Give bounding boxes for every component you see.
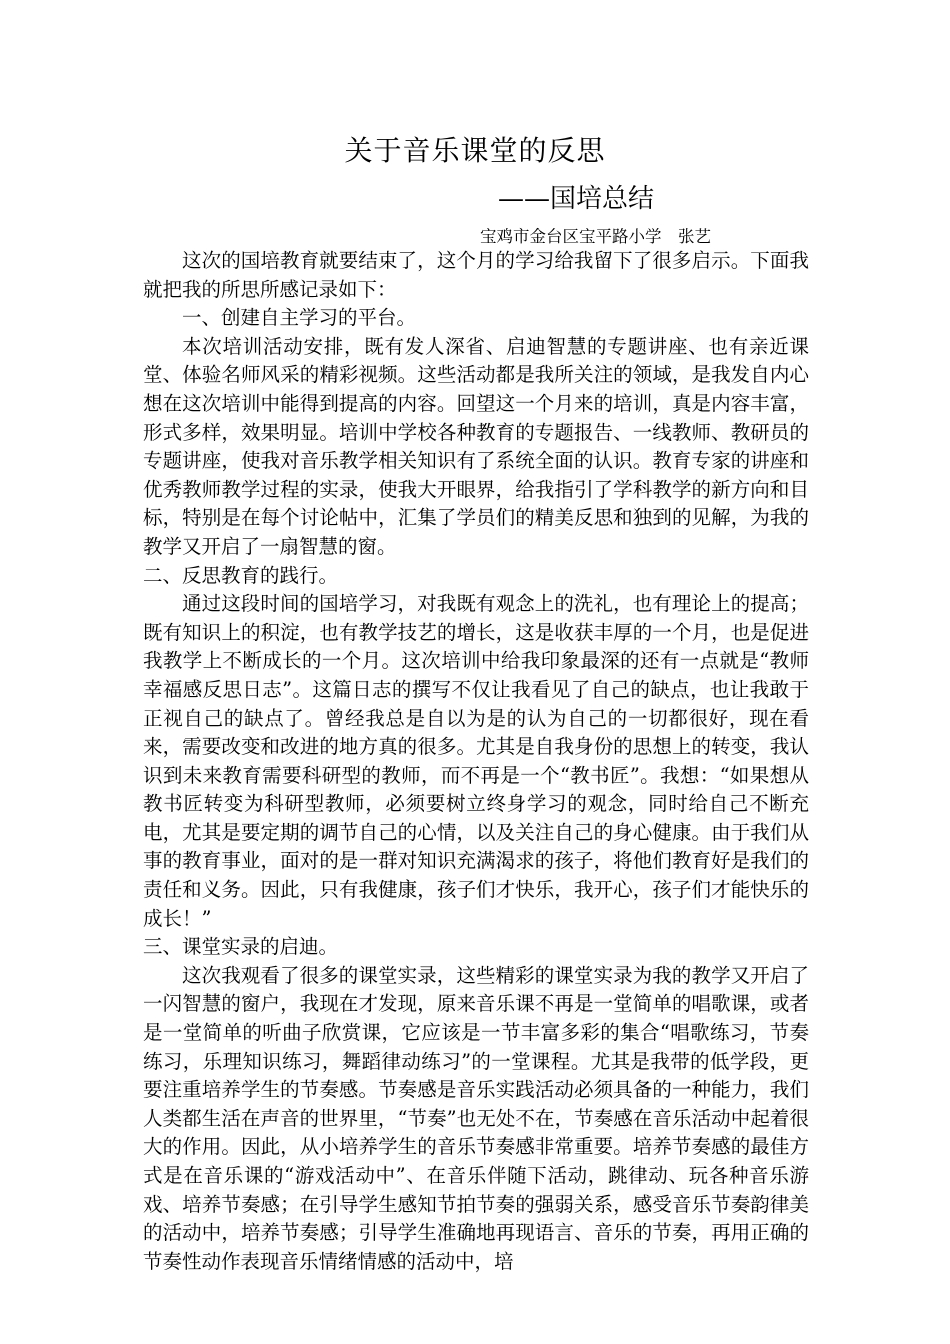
section-heading-2: 二、反思教育的践行。 — [143, 563, 339, 587]
section-heading-1: 一、创建自主学习的平台。 — [182, 306, 417, 330]
paragraph-intro: 这次的国培教育就要结束了，这个月的学习给我留下了很多启示。下面我就把我的所思所感记录如下： — [143, 249, 809, 301]
paragraph-section-3: 这次我观看了很多的课堂实录，这些精彩的课堂实录为我的教学又开启了一闪智慧的窗户，我现在才发现，原来音乐课不再是一堂简单的唱歌课，或者是一堂简单的听曲子欣赏课，它应该是一节丰富多彩的集合“唱歌练习，节奏练习，乐理知识练习，舞蹈律动练习”的一堂课程。尤其是我带的低学段，更要注重培养学生的节奏感。节奏感是音乐实践活动必须具备的一种能力，我们人类都生活在声音的世界里，“节奏”也无处不在，节奏感在音乐活动中起着很大的作用。因此，从小培养学生的音乐节奏感非常重要。培养节奏感的最佳方式是在音乐课的“游戏活动中”、在音乐伴随下活动，跳律动、玩各种音乐游戏、培养节奏感；在引导学生感知节拍节奏的强弱关系，感受音乐节奏韵律美的活动中，培养节奏感；引导学生准确地再现语言、音乐的节奏，再用正确的节奏性动作表现音乐情绪情感的活动中，培 — [143, 963, 809, 1273]
document-author: 宝鸡市金台区宝平路小学 张艺 — [480, 227, 711, 246]
paragraph-section-1: 本次培训活动安排，既有发人深省、启迪智慧的专题讲座、也有亲近课堂、体验名师风采的精彩视频。这些活动都是我所关注的领域，是我发自内心想在这次培训中能得到提高的内容。回望这一个月来的培训，真是内容丰富，形式多样，效果明显。培训中学校各种教育的专题报告、一线教师、教研员的专题讲座，使我对音乐教学相关知识有了系统全面的认识。教育专家的讲座和优秀教师教学过程的实录，使我大开眼界，给我指引了学科教学的新方向和目标，特别是在每个讨论帖中，汇集了学员们的精美反思和独到的见解，为我的教学又开启了一扇智慧的窗。 — [143, 334, 809, 558]
paragraph-section-2: 通过这段时间的国培学习，对我既有观念上的洗礼，也有理论上的提高；既有知识上的积淀，也有教学技艺的增长，这是收获丰厚的一个月，也是促进我教学上不断成长的一个月。这次培训中给我印象最深的还有一点就是“教师幸福感反思日志”。这篇日志的撰写不仅让我看见了自己的缺点，也让我敢于正视自己的缺点了。曾经我总是自以为是的认为自己的一切都很好，现在看来，需要改变和改进的地方真的很多。尤其是自我身份的思想上的转变，我认识到未来教育需要科研型的教师，而不再是一个“教书匠”。我想：“如果想从教书匠转变为科研型教师，必须要树立终身学习的观念，同时给自己不断充电，尤其是要定期的调节自己的心情，以及关注自己的身心健康。由于我们从事的教育事业，面对的是一群对知识充满渴求的孩子，将他们教育好是我们的责任和义务。因此，只有我健康，孩子们才快乐，我开心，孩子们才能快乐的成长！” — [143, 592, 809, 930]
document-body — [143, 247, 809, 1276]
document-title: 关于音乐课堂的反思 — [344, 134, 606, 167]
document-subtitle: ——国培总结 — [498, 184, 655, 214]
section-heading-3: 三、课堂实录的启迪。 — [143, 935, 339, 959]
